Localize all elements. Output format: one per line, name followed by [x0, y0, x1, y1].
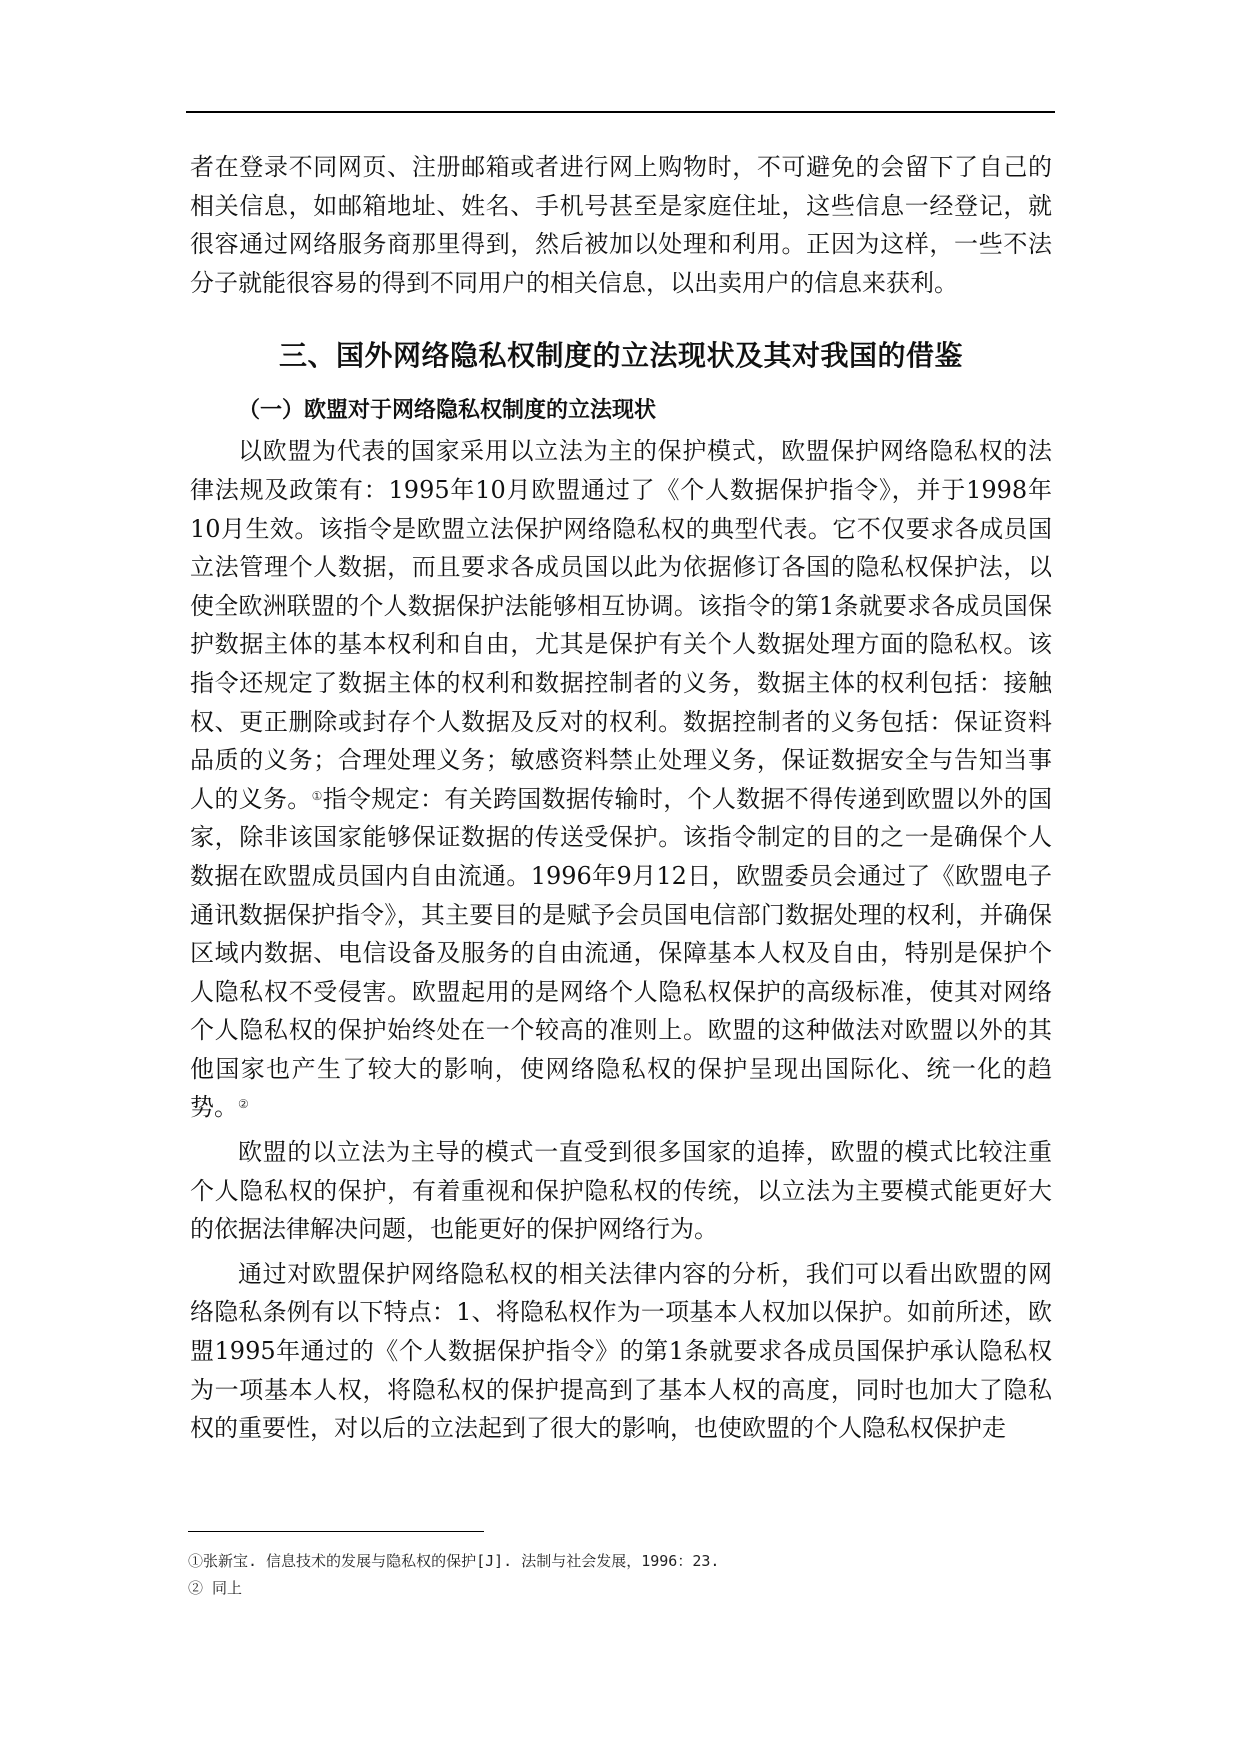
- header-rule: [186, 111, 1055, 113]
- intro-paragraph: 者在登录不同网页、注册邮箱或者进行网上购物时，不可避免的会留下了自己的相关信息，如邮箱地址、姓名、手机号甚至是家庭住址，这些信息一经登记，就很容通过网络服务商那里得到，然后被加以处理和利用。正因为这样，一些不法分子就能很容易的得到不同用户的相关信息，以出卖用户的信息来获利。: [190, 153, 1052, 297]
- eu-model-paragraph: 欧盟的以立法为主导的模式一直受到很多国家的追捧，欧盟的模式比较注重个人隐私权的保护，有着重视和保护隐私权的传统，以立法为主要模式能更好大的依据法律解决问题，也能更好的保护网络行为。: [190, 1138, 1052, 1244]
- page-body: [190, 148, 1052, 1448]
- footnote-1: ①张新宝. 信息技术的发展与隐私权的保护[J]. 法制与社会发展，1996：23.: [188, 1552, 720, 1570]
- footnote-marker-1: ①: [311, 788, 323, 803]
- eu-legislation-text-1: 以欧盟为代表的国家采用以立法为主的保护模式，欧盟保护网络隐私权的法律法规及政策有：1995年10月欧盟通过了《个人数据保护指令》，并于1998年10月生效。该指令是欧盟立法保护网络隐私权的典型代表。它不仅要求各成员国立法管理个人数据，而且要求各成员国以此为依据修订各国的隐私权保护法，以使全欧洲联盟的个人数据保护法能够相互协调。该指令的第1条就要求各成员国保护数据主体的基本权利和自由，尤其是保护有关个人数据处理方面的隐私权。该指令还规定了数据主体的权利和数据控制者的义务，数据主体的权利包括：接触权、更正删除或封存个人数据及反对的权利。数据控制者的义务包括：保证资料品质的义务；合理处理义务；敏感资料禁止处理义务，保证数据安全与告知当事人的义务。: [190, 437, 1052, 813]
- footnote-marker-2: ②: [238, 1097, 249, 1112]
- eu-legislation-paragraph: [190, 432, 1052, 1127]
- footnote-rule: [188, 1531, 484, 1532]
- eu-features-paragraph: 通过对欧盟保护网络隐私权的相关法律内容的分析，我们可以看出欧盟的网络隐私条例有以下特点：1、将隐私权作为一项基本人权加以保护。如前所述，欧盟1995年通过的《个人数据保护指令》的第1条就要求各成员国保护承认隐私权为一项基本人权，将隐私权的保护提高到了基本人权的高度，同时也加大了隐私权的重要性，对以后的立法起到了很大的影响，也使欧盟的个人隐私权保护走: [190, 1259, 1052, 1443]
- subsection-title: （一）欧盟对于网络隐私权制度的立法现状: [238, 398, 657, 424]
- eu-legislation-text-2: 指令规定：有关跨国数据传输时，个人数据不得传递到欧盟以外的国家，除非该国家能够保证数据的传送受保护。该指令制定的目的之一是确保个人数据在欧盟成员国内自由流通。1996年9月12日，欧盟委员会通过了《欧盟电子通讯数据保护指令》，其主要目的是赋予会员国电信部门数据处理的权利，并确保区域内数据、电信设备及服务的自由流通，保障基本人权及自由，特别是保护个人隐私权不受侵害。欧盟起用的是网络个人隐私权保护的高级标准，使其对网络个人隐私权的保护始终处在一个较高的准则上。欧盟的这种做法对欧盟以外的其他国家也产生了较大的影响，使网络隐私权的保护呈现出国际化、统一化的趋势。: [190, 784, 1053, 1122]
- footnotes: [188, 1548, 1048, 1602]
- section-title: 三、国外网络隐私权制度的立法现状及其对我国的借鉴: [278, 339, 963, 373]
- footnote-2: ② 同上: [188, 1579, 243, 1597]
